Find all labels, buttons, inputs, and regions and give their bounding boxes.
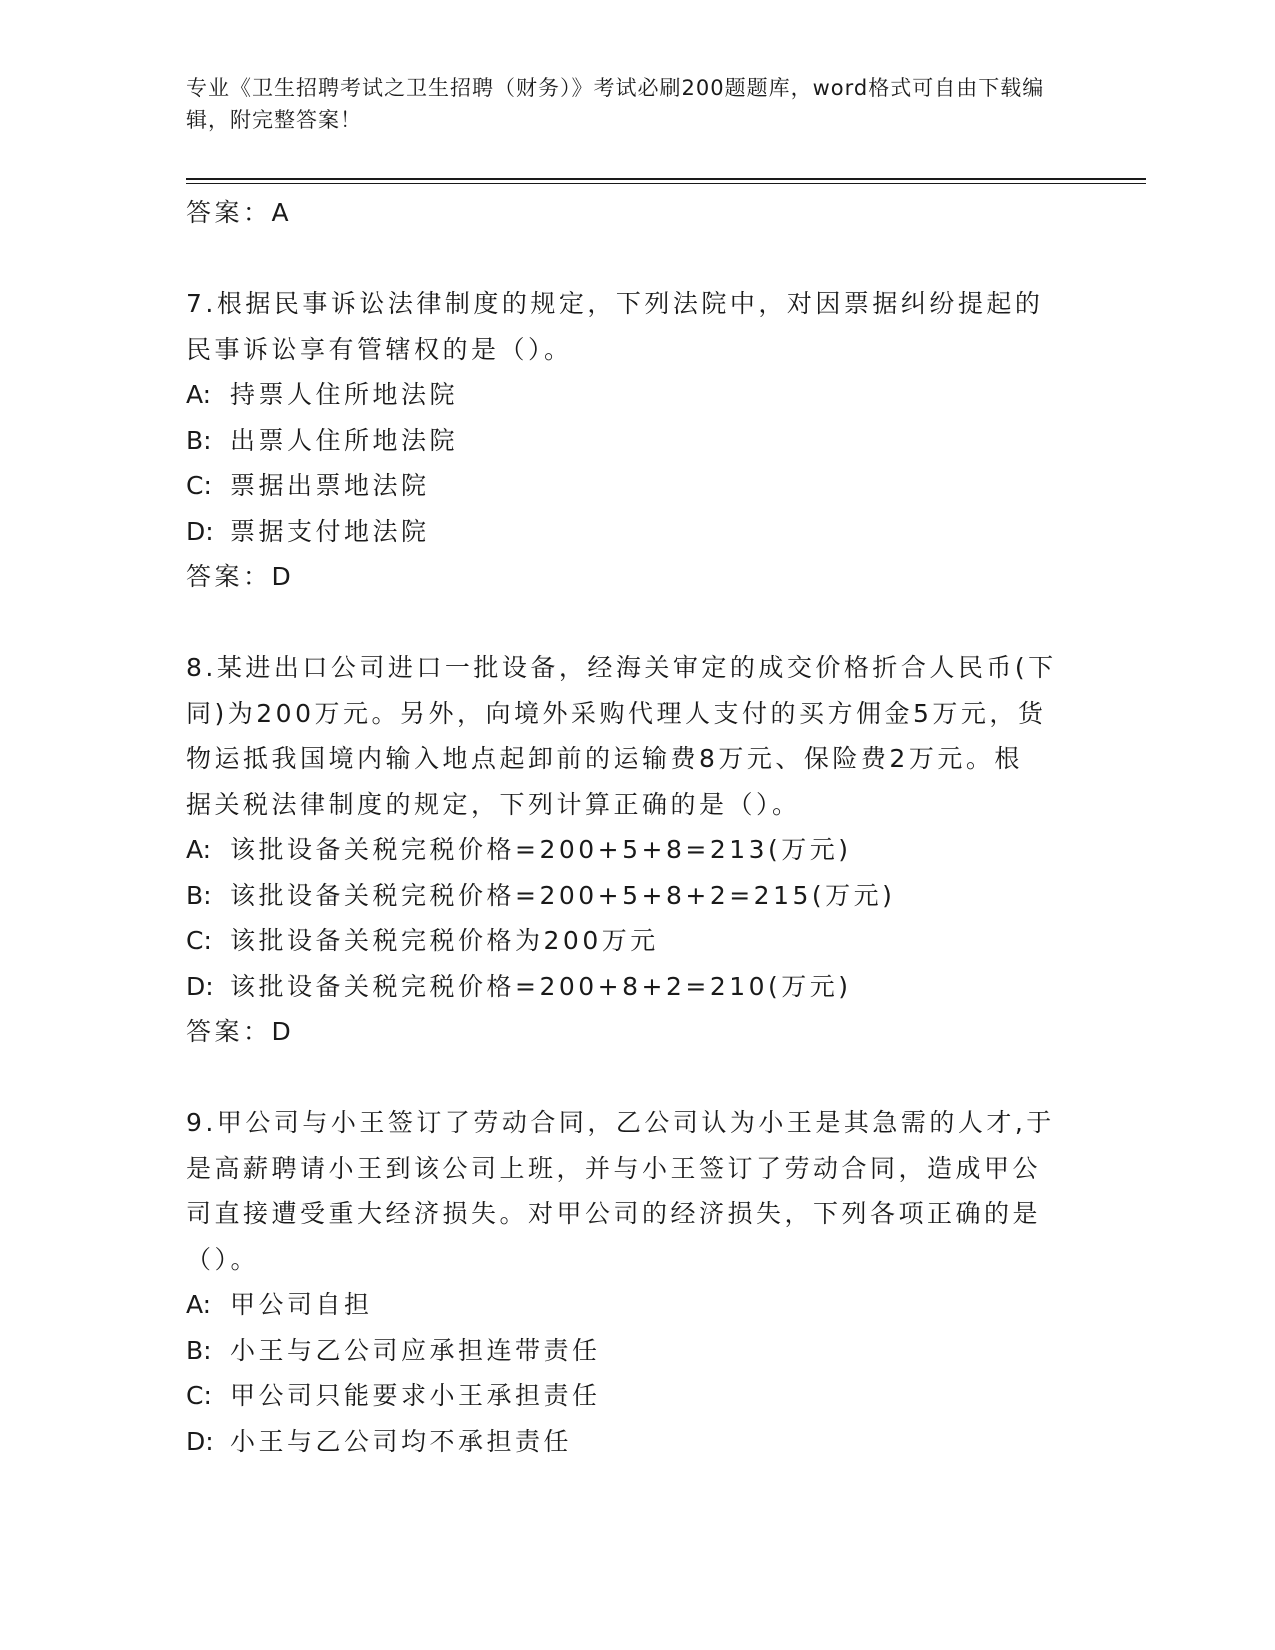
option-text: 该批设备关税完税价格=200+8+2=210(万元) xyxy=(230,971,852,1001)
option-text: 票据支付地法院 xyxy=(230,516,430,546)
question-block xyxy=(186,1100,1076,1464)
option-item xyxy=(186,372,1076,418)
option-letter: C: xyxy=(186,471,212,500)
option-text: 出票人住所地法院 xyxy=(230,425,459,455)
option-item xyxy=(186,918,1076,964)
option-letter: B: xyxy=(186,425,212,455)
option-item xyxy=(186,509,1076,555)
question-text-line: 据关税法律制度的规定，下列计算正确的是（）。 xyxy=(186,789,801,819)
option-letter: C: xyxy=(186,926,212,955)
question-text-line: 司直接遭受重大经济损失。对甲公司的经济损失，下列各项正确的是 xyxy=(186,1199,1042,1228)
answer-line: 答案：D xyxy=(186,1017,295,1046)
option-item xyxy=(186,1373,1076,1419)
option-text: 小王与乙公司均不承担责任 xyxy=(230,1426,573,1456)
question-block xyxy=(186,281,1076,600)
question-text-line: 民事诉讼享有管辖权的是（）。 xyxy=(186,334,573,364)
option-text: 持票人住所地法院 xyxy=(230,380,459,409)
question-text-line: 8.某进出口公司进口一批设备，经海关审定的成交价格折合人民币(下 xyxy=(186,653,1057,682)
option-item xyxy=(186,1328,1076,1374)
question-text-line: （）。 xyxy=(186,1244,260,1274)
option-letter: D: xyxy=(186,971,214,1001)
spacer xyxy=(186,600,1076,646)
option-item xyxy=(186,418,1076,464)
question-text-line: 同)为200万元。另外，向境外采购代理人支付的买方佣金5万元，货 xyxy=(186,698,1047,728)
question-text-line: 7.根据民事诉讼法律制度的规定，下列法院中，对因票据纠纷提起的 xyxy=(186,289,1044,318)
option-item xyxy=(186,964,1076,1010)
question-block xyxy=(186,645,1076,1055)
answer-line: 答案：A xyxy=(186,198,293,227)
option-text: 该批设备关税完税价格=200+5+8+2=215(万元) xyxy=(230,880,896,910)
question-text-line: 是高薪聘请小王到该公司上班，并与小王签订了劳动合同，造成甲公 xyxy=(186,1153,1042,1183)
option-letter: C: xyxy=(186,1381,212,1410)
spacer xyxy=(186,236,1076,282)
option-text: 小王与乙公司应承担连带责任 xyxy=(230,1335,601,1365)
option-text: 甲公司自担 xyxy=(230,1290,373,1319)
question-text-line: 9.甲公司与小王签订了劳动合同，乙公司认为小王是其急需的人才,于 xyxy=(186,1108,1055,1137)
option-text: 该批设备关税完税价格为200万元 xyxy=(230,926,659,955)
header-rule-thin xyxy=(186,183,1146,184)
option-letter: A: xyxy=(186,1290,212,1319)
option-text: 该批设备关税完税价格=200+5+8=213(万元) xyxy=(230,835,852,864)
question-text-line: 物运抵我国境内输入地点起卸前的运输费8万元、保险费2万元。根 xyxy=(186,744,1023,773)
option-item xyxy=(186,1419,1076,1465)
option-letter: D: xyxy=(186,516,214,546)
option-item xyxy=(186,463,1076,509)
option-item xyxy=(186,1282,1076,1328)
document-body xyxy=(186,190,1076,1464)
option-item xyxy=(186,873,1076,919)
option-item xyxy=(186,827,1076,873)
spacer xyxy=(186,1055,1076,1101)
option-letter: A: xyxy=(186,380,212,409)
answer-line: 答案：D xyxy=(186,562,295,591)
document-header: 专业《卫生招聘考试之卫生招聘（财务）》考试必刷200题题库，word格式可自由下载编辑，附完整答案！ xyxy=(186,76,1045,132)
option-letter: B: xyxy=(186,1335,212,1365)
option-letter: A: xyxy=(186,835,212,864)
header-rule-thick xyxy=(186,178,1146,180)
option-letter: D: xyxy=(186,1426,214,1456)
option-text: 票据出票地法院 xyxy=(230,471,430,500)
option-letter: B: xyxy=(186,880,212,910)
option-text: 甲公司只能要求小王承担责任 xyxy=(230,1381,601,1410)
